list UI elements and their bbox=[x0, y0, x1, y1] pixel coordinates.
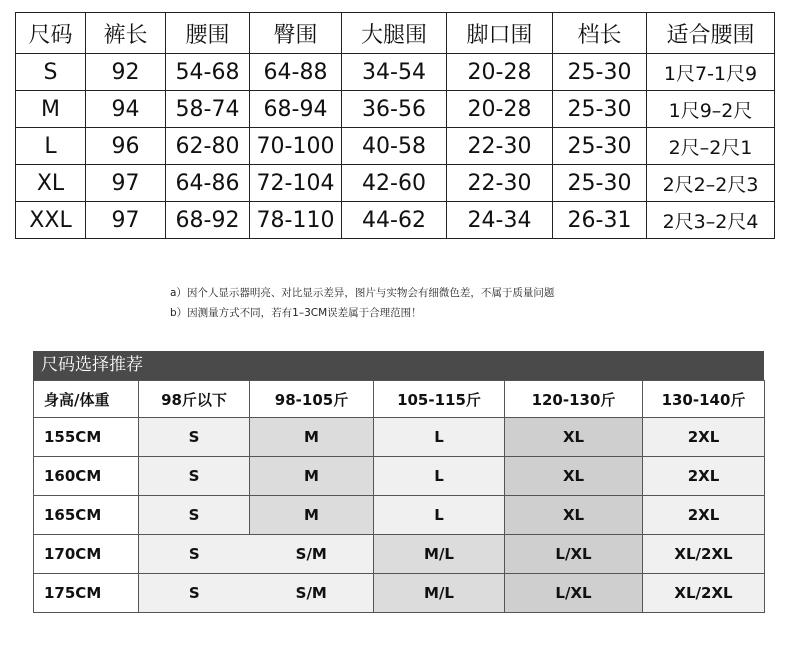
size-chart-header-row bbox=[16, 13, 775, 54]
row-height: 170CM bbox=[34, 535, 139, 574]
header-weight-range: 98-105斤 bbox=[250, 381, 374, 418]
table-row bbox=[34, 418, 765, 457]
cell: 25-30 bbox=[553, 165, 647, 202]
cell: XL/2XL bbox=[643, 574, 765, 613]
cell: 62-80 bbox=[166, 128, 250, 165]
header-weight-range: 120-130斤 bbox=[505, 381, 643, 418]
table-row bbox=[16, 202, 775, 239]
row-height: 160CM bbox=[34, 457, 139, 496]
header-waist: 腰围 bbox=[166, 13, 250, 54]
cell: 2尺2–2尺3 bbox=[647, 165, 775, 202]
cell: 2尺3–2尺4 bbox=[647, 202, 775, 239]
header-thigh: 大腿围 bbox=[342, 13, 447, 54]
cell: 22-30 bbox=[447, 165, 553, 202]
cell-size: XXL bbox=[16, 202, 86, 239]
cell: 2XL bbox=[643, 418, 765, 457]
table-row bbox=[34, 535, 765, 574]
cell: 2XL bbox=[643, 457, 765, 496]
table-row bbox=[16, 54, 775, 91]
recommendation-title: 尺码选择推荐 bbox=[33, 351, 764, 380]
cell: 97 bbox=[86, 202, 166, 239]
cell: 36-56 bbox=[342, 91, 447, 128]
cell: 24-34 bbox=[447, 202, 553, 239]
cell: 20-28 bbox=[447, 54, 553, 91]
table-row bbox=[16, 91, 775, 128]
cell: 26-31 bbox=[553, 202, 647, 239]
cell: S/M bbox=[250, 574, 374, 613]
cell: 25-30 bbox=[553, 128, 647, 165]
size-recommendation bbox=[33, 351, 764, 613]
cell: 2尺–2尺1 bbox=[647, 128, 775, 165]
header-size: 尺码 bbox=[16, 13, 86, 54]
header-weight-range: 105-115斤 bbox=[374, 381, 505, 418]
header-pants-length: 裤长 bbox=[86, 13, 166, 54]
cell: 97 bbox=[86, 165, 166, 202]
cell: 68-94 bbox=[250, 91, 342, 128]
cell: S bbox=[139, 574, 250, 613]
note-a: a）因个人显示器明亮、对比显示差异，图片与实物会有细微色差，不属于质量问题 bbox=[170, 287, 555, 299]
cell: XL bbox=[505, 418, 643, 457]
recommendation-header-row bbox=[34, 381, 765, 418]
header-height-weight: 身高/体重 bbox=[34, 381, 139, 418]
cell-size: M bbox=[16, 91, 86, 128]
cell: L bbox=[374, 418, 505, 457]
row-height: 165CM bbox=[34, 496, 139, 535]
cell: M bbox=[250, 418, 374, 457]
header-rise: 档长 bbox=[553, 13, 647, 54]
cell: M bbox=[250, 457, 374, 496]
cell: 42-60 bbox=[342, 165, 447, 202]
row-height: 155CM bbox=[34, 418, 139, 457]
cell: 70-100 bbox=[250, 128, 342, 165]
cell: 25-30 bbox=[553, 54, 647, 91]
cell: 94 bbox=[86, 91, 166, 128]
cell: 40-58 bbox=[342, 128, 447, 165]
table-row bbox=[34, 457, 765, 496]
cell: S bbox=[139, 535, 250, 574]
cell: XL bbox=[505, 496, 643, 535]
cell: 64-86 bbox=[166, 165, 250, 202]
cell: S bbox=[139, 457, 250, 496]
row-height: 175CM bbox=[34, 574, 139, 613]
cell: 64-88 bbox=[250, 54, 342, 91]
cell-size: L bbox=[16, 128, 86, 165]
cell-size: XL bbox=[16, 165, 86, 202]
cell-size: S bbox=[16, 54, 86, 91]
header-weight-range: 98斤以下 bbox=[139, 381, 250, 418]
cell: M/L bbox=[374, 535, 505, 574]
table-row bbox=[16, 128, 775, 165]
table-row bbox=[16, 165, 775, 202]
cell: L/XL bbox=[505, 574, 643, 613]
table-row bbox=[34, 496, 765, 535]
header-hip: 臀围 bbox=[250, 13, 342, 54]
cell: 96 bbox=[86, 128, 166, 165]
cell: 44-62 bbox=[342, 202, 447, 239]
notes bbox=[170, 283, 554, 323]
table-row bbox=[34, 574, 765, 613]
cell: 1尺9–2尺 bbox=[647, 91, 775, 128]
size-chart-table bbox=[15, 12, 775, 239]
cell: 54-68 bbox=[166, 54, 250, 91]
cell: 25-30 bbox=[553, 91, 647, 128]
cell: 2XL bbox=[643, 496, 765, 535]
cell: 20-28 bbox=[447, 91, 553, 128]
note-b: b）因测量方式不同，若有1–3CM误差属于合理范围！ bbox=[170, 307, 422, 319]
cell: S bbox=[139, 496, 250, 535]
cell: M/L bbox=[374, 574, 505, 613]
header-fit-waist: 适合腰围 bbox=[647, 13, 775, 54]
cell: M bbox=[250, 496, 374, 535]
cell: XL bbox=[505, 457, 643, 496]
cell: XL/2XL bbox=[643, 535, 765, 574]
cell: 22-30 bbox=[447, 128, 553, 165]
cell: 72-104 bbox=[250, 165, 342, 202]
cell: 58-74 bbox=[166, 91, 250, 128]
cell: 1尺7-1尺9 bbox=[647, 54, 775, 91]
cell: L bbox=[374, 457, 505, 496]
cell: S bbox=[139, 418, 250, 457]
recommendation-table bbox=[33, 380, 765, 613]
header-leg-opening: 脚口围 bbox=[447, 13, 553, 54]
cell: L/XL bbox=[505, 535, 643, 574]
cell: 78-110 bbox=[250, 202, 342, 239]
cell: 68-92 bbox=[166, 202, 250, 239]
cell: L bbox=[374, 496, 505, 535]
cell: 92 bbox=[86, 54, 166, 91]
cell: S/M bbox=[250, 535, 374, 574]
cell: 34-54 bbox=[342, 54, 447, 91]
header-weight-range: 130-140斤 bbox=[643, 381, 765, 418]
